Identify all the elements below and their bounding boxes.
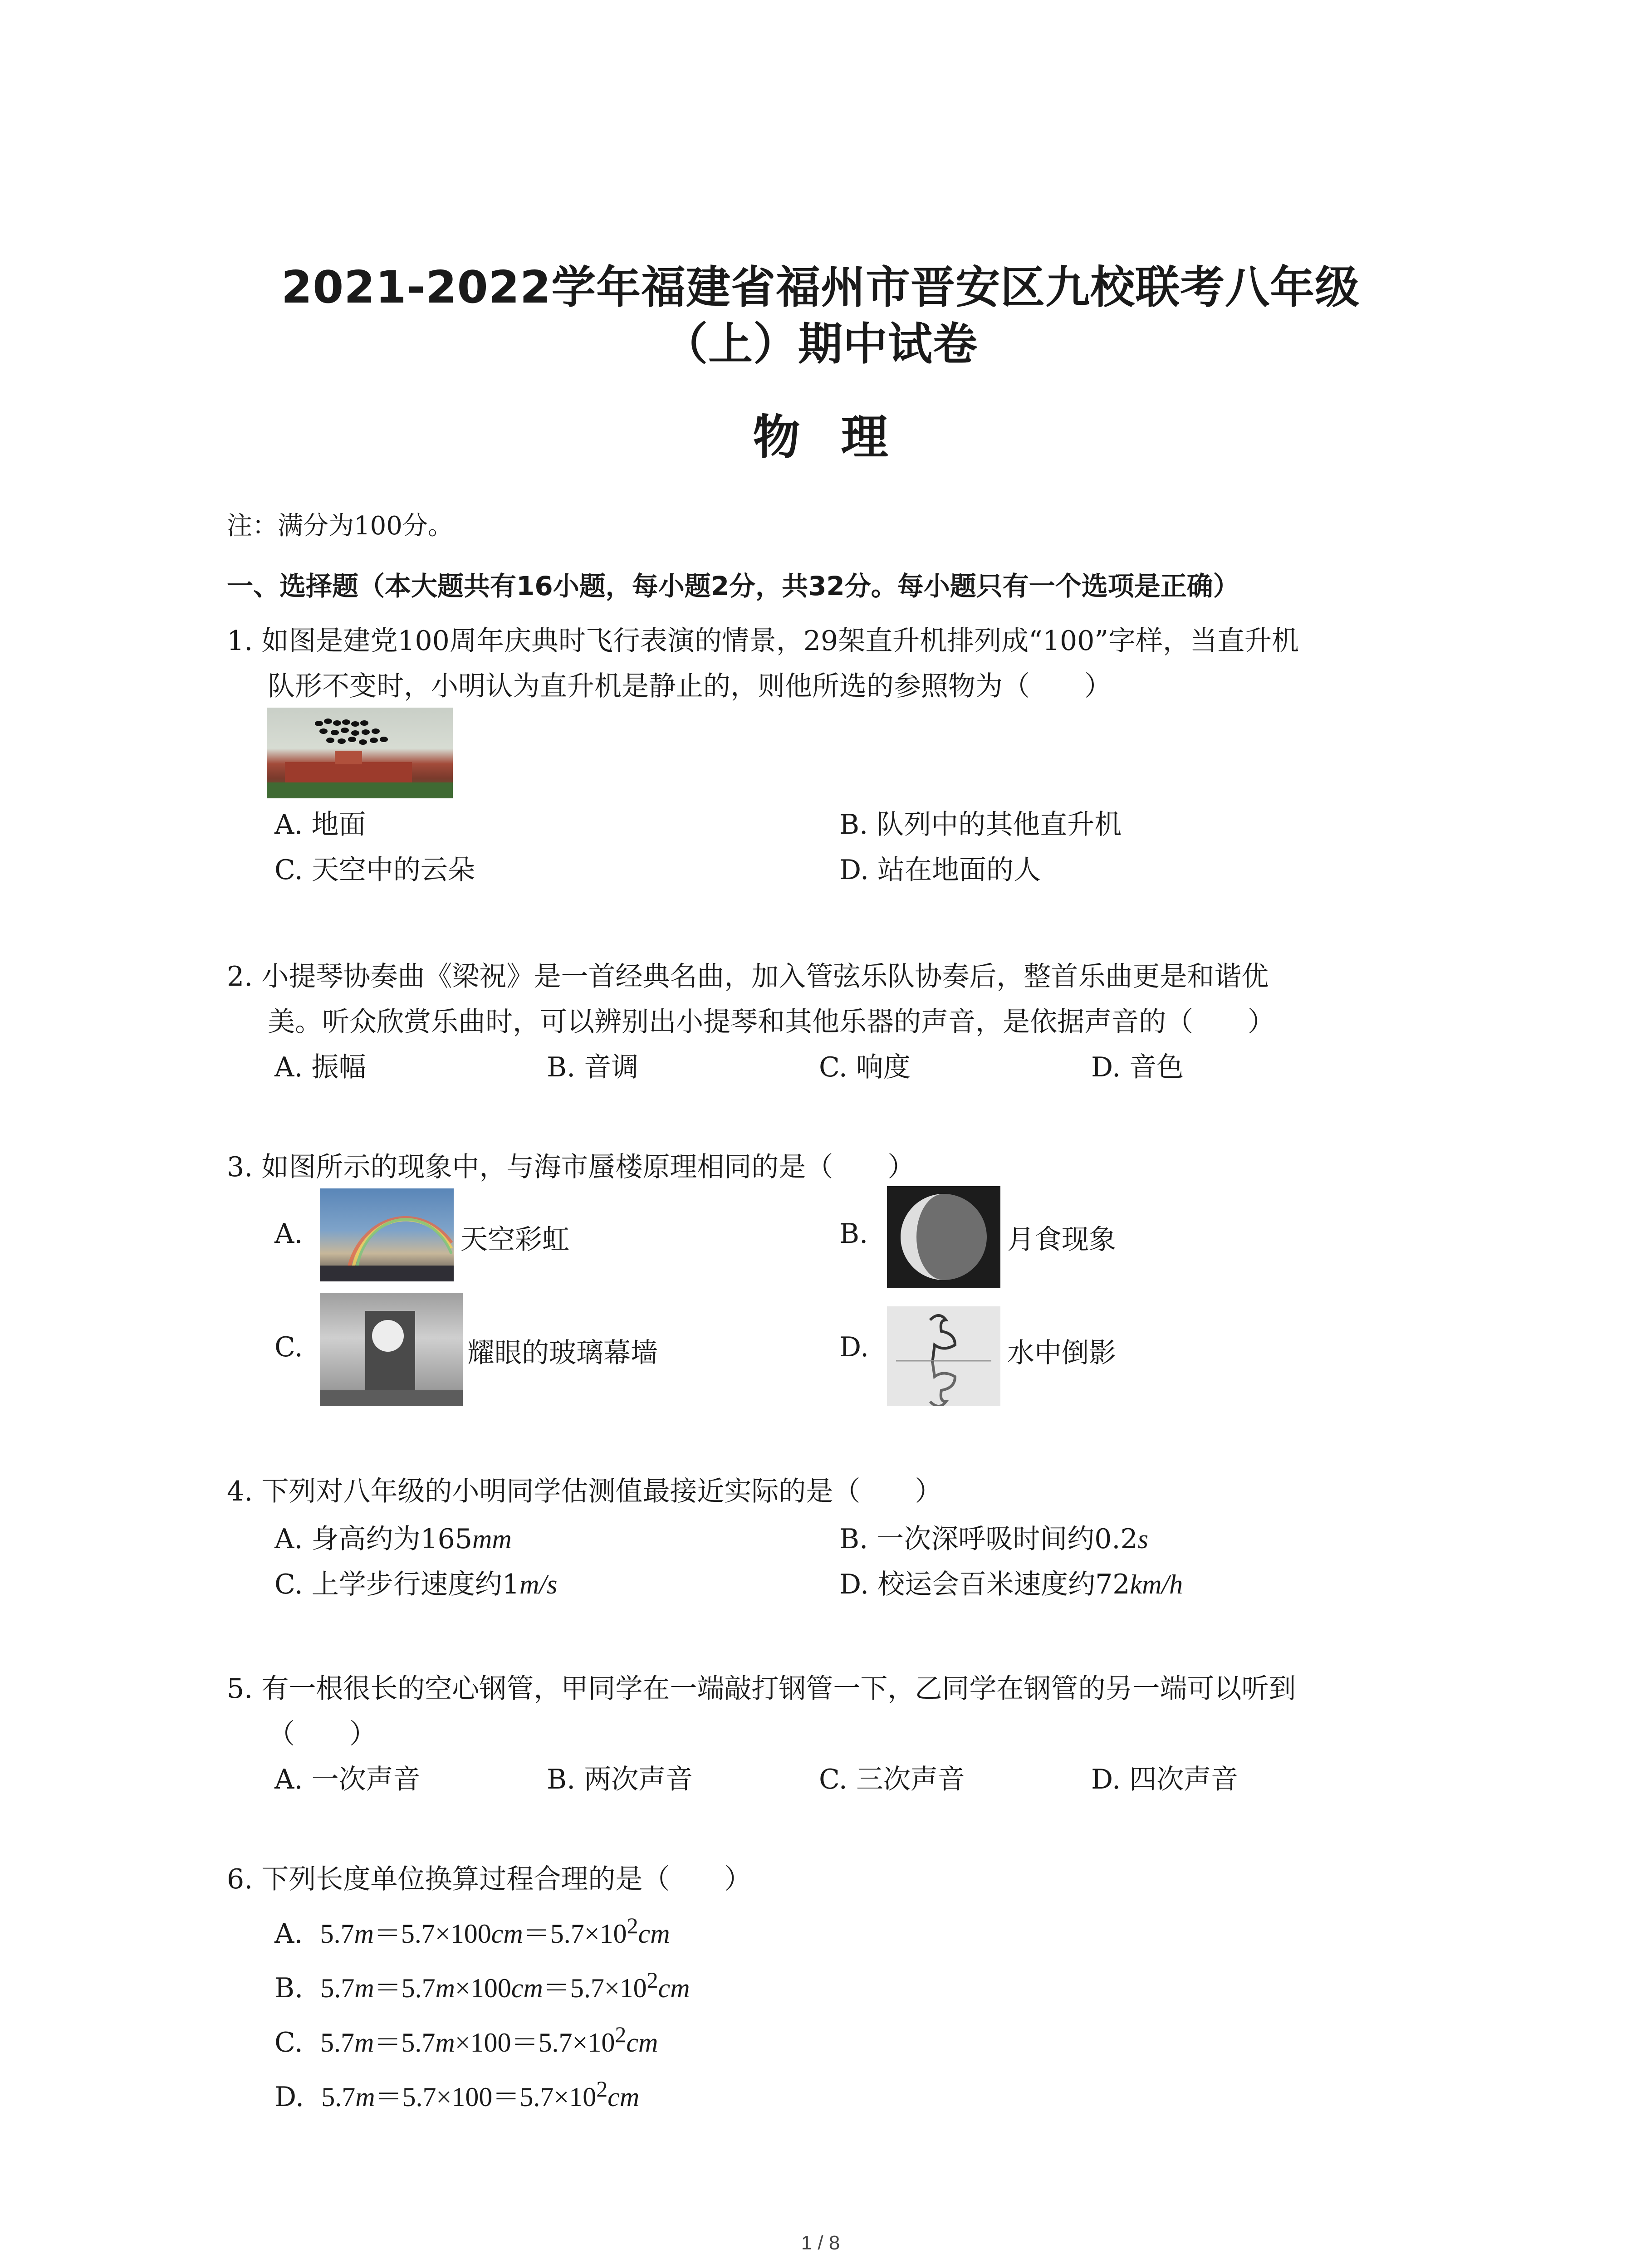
glass-curtain-wall-drawing	[320, 1293, 463, 1406]
q3-option-a-label: A.	[274, 1218, 303, 1250]
q4-option-c	[274, 1563, 557, 1602]
question-6-line: 6. 下列长度单位换算过程合理的是（ ）	[227, 1863, 752, 1895]
question-2-line1: 2. 小提琴协奏曲《梁祝》是一首经典名曲，加入管弦乐队协奏后，整首乐曲更是和谐优	[227, 961, 1269, 992]
question-4-line: 4. 下列对八年级的小明同学估测值最接近实际的是（ ）	[227, 1476, 942, 1507]
q6-option-d-label: D.	[274, 2081, 304, 2113]
helicopter-formation-drawing	[267, 708, 453, 798]
q6-option-b	[274, 1966, 690, 2005]
q3-option-c-text: 耀眼的玻璃幕墙	[467, 1337, 658, 1369]
q3-option-c-label: C.	[274, 1331, 303, 1363]
q4-option-d	[839, 1563, 1183, 1602]
question-1-line2: 队形不变时，小明认为直升机是静止的，则他所选的参照物为（ ）	[268, 670, 1112, 702]
q3-option-d-label: D.	[839, 1331, 869, 1363]
q1-option-a: A. 地面	[274, 809, 366, 841]
q6-option-d-formula: $5.7m=5.7\times 100=5.7\times 10^2cm$	[321, 2076, 640, 2112]
q4-option-b-unit: s	[1137, 1524, 1149, 1554]
q2-option-b: B. 音调	[547, 1051, 639, 1083]
q1-option-c: C. 天空中的云朵	[274, 854, 475, 886]
q4-option-d-unit: km/h	[1130, 1569, 1183, 1599]
helicopter-formation-photo	[267, 708, 453, 798]
water-reflection-photo	[887, 1306, 1000, 1406]
q2-option-d: D. 音色	[1091, 1051, 1184, 1083]
q3-option-d-text: 水中倒影	[1007, 1337, 1116, 1369]
q2-option-a: A. 振幅	[274, 1051, 366, 1083]
q6-option-c	[274, 2021, 658, 2060]
q5-option-d: D. 四次声音	[1091, 1764, 1239, 1795]
score-note: 注：满分为100分。	[227, 511, 453, 541]
question-5-line1: 5. 有一根很长的空心钢管，甲同学在一端敲打钢管一下，乙同学在钢管的另一端可以听到	[227, 1673, 1296, 1705]
q4-option-b	[839, 1517, 1148, 1556]
q6-option-a-formula: $5.7m=5.7\times 100cm=5.7\times 10^2cm$	[320, 1913, 670, 1949]
exam-subject: 物理	[753, 410, 929, 465]
q1-option-b: B. 队列中的其他直升机	[839, 809, 1122, 841]
q5-option-b: B. 两次声音	[547, 1764, 693, 1795]
section-heading: 一、选择题（本大题共有16小题，每小题2分，共32分。每小题只有一个选项是正确）	[227, 571, 1239, 601]
flamingo-reflection-drawing	[887, 1306, 1000, 1406]
q3-option-a-text: 天空彩虹	[460, 1224, 569, 1256]
q5-option-a: A. 一次声音	[274, 1764, 421, 1795]
q3-option-b-text: 月食现象	[1007, 1224, 1116, 1256]
exam-title-line2: （上）期中试卷	[663, 318, 978, 370]
q6-option-a	[274, 1912, 670, 1951]
glass-curtain-wall-photo	[320, 1293, 463, 1406]
question-3-line: 3. 如图所示的现象中，与海市蜃楼原理相同的是（ ）	[227, 1151, 915, 1183]
q4-option-c-text: C. 上学步行速度约1	[274, 1569, 520, 1600]
q6-option-b-label: B.	[274, 1972, 304, 2004]
q6-option-b-formula: $5.7m=5.7m\times 100cm=5.7\times 10^2cm$	[320, 1967, 690, 2003]
q4-option-a-unit: mm	[472, 1524, 512, 1554]
q3-option-b-label: B.	[839, 1218, 868, 1250]
lunar-eclipse-drawing	[887, 1186, 1000, 1288]
rainbow-photo	[320, 1188, 454, 1281]
q4-option-a	[274, 1517, 512, 1556]
question-1-line1: 1. 如图是建党100周年庆典时飞行表演的情景，29架直升机排列成“100”字样，当直升机	[227, 625, 1299, 657]
q4-option-b-text: B. 一次深呼吸时间约0.2	[839, 1523, 1138, 1555]
q6-option-a-label: A.	[274, 1918, 303, 1950]
q2-option-c: C. 响度	[819, 1051, 911, 1083]
rainbow-drawing	[320, 1188, 454, 1281]
q6-option-c-formula: $5.7m=5.7m\times 100=5.7\times 10^2cm$	[320, 2022, 658, 2058]
q6-option-d	[274, 2075, 639, 2114]
lunar-eclipse-photo	[887, 1186, 1000, 1288]
page-number: 1 / 8	[801, 2232, 840, 2254]
q5-option-c: C. 三次声音	[819, 1764, 965, 1795]
q4-option-d-text: D. 校运会百米速度约72	[839, 1569, 1130, 1600]
q4-option-c-unit: m/s	[519, 1569, 558, 1599]
question-5-line2: （ ）	[268, 1718, 377, 1750]
q1-option-d: D. 站在地面的人	[839, 854, 1041, 886]
question-2-line2: 美。听众欣赏乐曲时，可以辨别出小提琴和其他乐器的声音，是依据声音的（ ）	[268, 1006, 1275, 1038]
q6-option-c-label: C.	[274, 2027, 303, 2058]
q4-option-a-text: A. 身高约为165	[274, 1523, 472, 1555]
exam-title-line1: 2021-2022学年福建省福州市晋安区九校联考八年级	[281, 262, 1360, 313]
